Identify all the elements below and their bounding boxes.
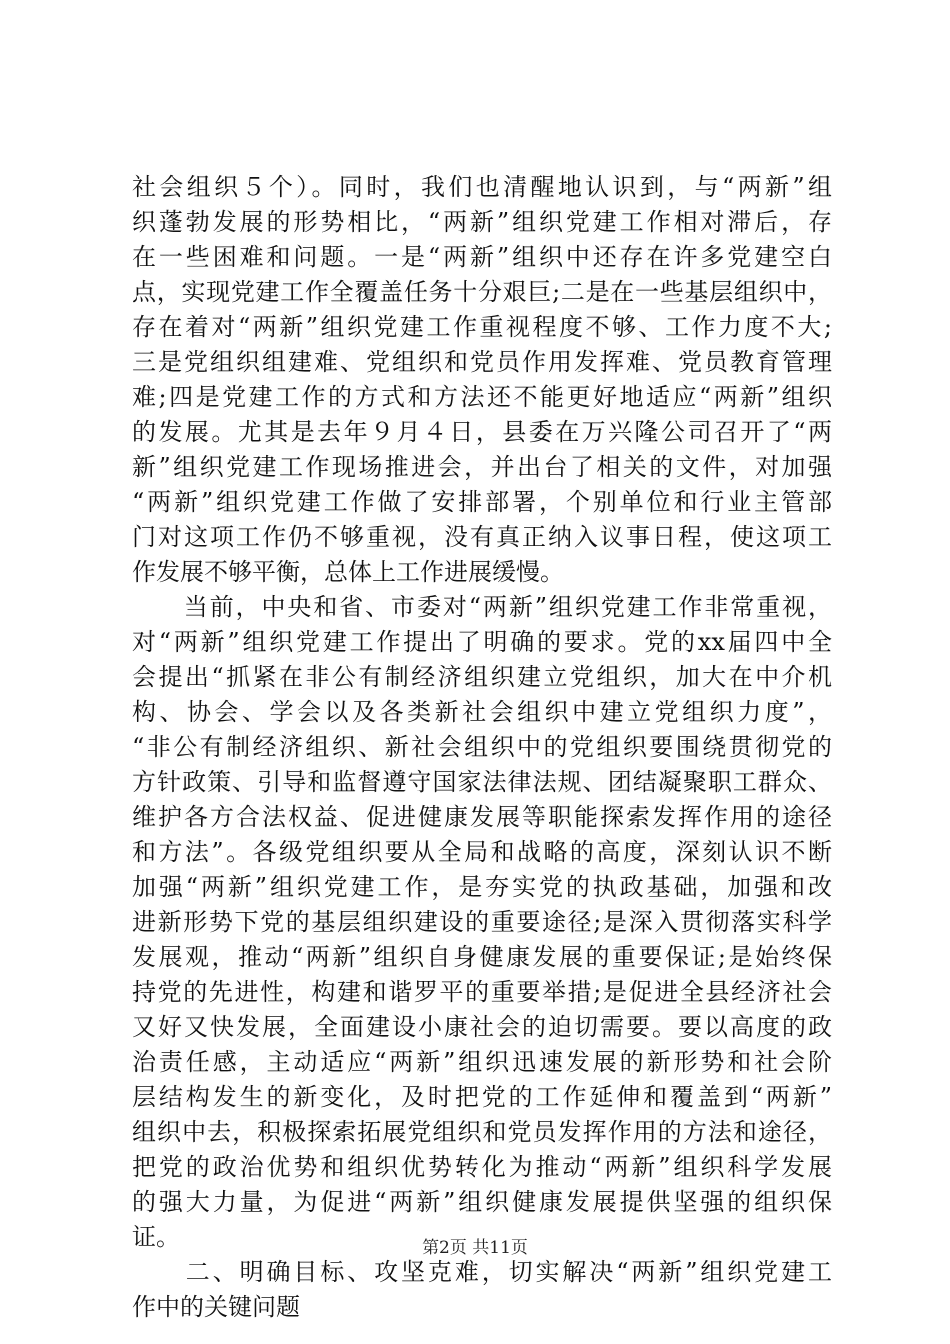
text-line: 治责任感，主动适应“两新”组织迅速发展的新形势和社会阶 — [132, 1048, 832, 1076]
text-line: 持党的先进性，构建和谐罗平的重要举措;是促进全县经济社会 — [132, 978, 832, 1006]
text-line: 方针政策、引导和监督遵守国家法律法规、团结凝聚职工群众、 — [132, 768, 832, 796]
text-line: 作发展不够平衡，总体上工作进展缓慢。 — [132, 558, 564, 586]
text-line: “两新”组织党建工作做了安排部署，个别单位和行业主管部 — [132, 488, 832, 516]
text-line: 的强大力量，为促进“两新”组织健康发展提供坚强的组织保 — [132, 1188, 832, 1216]
text-line: 作中的关键问题 — [132, 1293, 300, 1321]
text-line: 证。 — [132, 1223, 180, 1251]
text-line: 层结构发生的新变化，及时把党的工作延伸和覆盖到“两新” — [132, 1083, 832, 1111]
text-line: 又好又快发展，全面建设小康社会的迫切需要。要以高度的政 — [132, 1013, 832, 1041]
text-line: 存在着对“两新”组织党建工作重视程度不够、工作力度不大; — [132, 313, 832, 341]
text-line: 会提出“抓紧在非公有制经济组织建立党组织，加大在中介机 — [132, 663, 832, 691]
text-line: 点，实现党建工作全覆盖任务十分艰巨;二是在一些基层组织中， — [132, 278, 832, 306]
text-line: 新”组织党建工作现场推进会，并出台了相关的文件，对加强 — [132, 453, 832, 481]
text-line: “非公有制经济组织、新社会组织中的党组织要围绕贯彻党的 — [132, 733, 832, 761]
document-body — [132, 170, 832, 1325]
text-line: 组织中去，积极探索拓展党组织和党员发挥作用的方法和途径， — [132, 1118, 832, 1146]
text-line: 社会组织５个）。同时，我们也清醒地认识到，与“两新”组 — [132, 173, 832, 201]
text-line: 维护各方合法权益、促进健康发展等职能探索发挥作用的途径 — [132, 803, 832, 831]
text-line: 把党的政治优势和组织优势转化为推动“两新”组织科学发展 — [132, 1153, 832, 1181]
text-line: 加强“两新”组织党建工作，是夯实党的执政基础，加强和改 — [132, 873, 832, 901]
text-line: 发展观，推动“两新”组织自身健康发展的重要保证;是始终保 — [132, 943, 832, 971]
text-line: 门对这项工作仍不够重视，没有真正纳入议事日程，使这项工 — [132, 523, 832, 551]
text-line: 织蓬勃发展的形势相比，“两新”组织党建工作相对滞后，存 — [132, 208, 832, 236]
text-line: 当前，中央和省、市委对“两新”组织党建工作非常重视， — [132, 593, 832, 621]
text-line: 对“两新”组织党建工作提出了明确的要求。党的xx届四中全 — [132, 628, 832, 656]
text-line: 进新形势下党的基层组织建设的重要途径;是深入贯彻落实科学 — [132, 908, 832, 936]
text-line: 难;四是党建工作的方式和方法还不能更好地适应“两新”组织 — [132, 383, 832, 411]
text-line: 三是党组织组建难、党组织和党员作用发挥难、党员教育管理 — [132, 348, 832, 376]
text-line: 和方法”。各级党组织要从全局和战略的高度，深刻认识不断 — [132, 838, 832, 866]
text-line: 构、协会、学会以及各类新社会组织中建立党组织力度”， — [132, 698, 832, 726]
page-footer: 第2页 共11页 — [422, 1238, 528, 1258]
text-line: 的发展。尤其是去年９月４日，县委在万兴隆公司召开了“两 — [132, 418, 832, 446]
text-line: 二、明确目标、攻坚克难，切实解决“两新”组织党建工 — [132, 1258, 832, 1286]
text-line: 在一些困难和问题。一是“两新”组织中还存在许多党建空白 — [132, 243, 832, 271]
